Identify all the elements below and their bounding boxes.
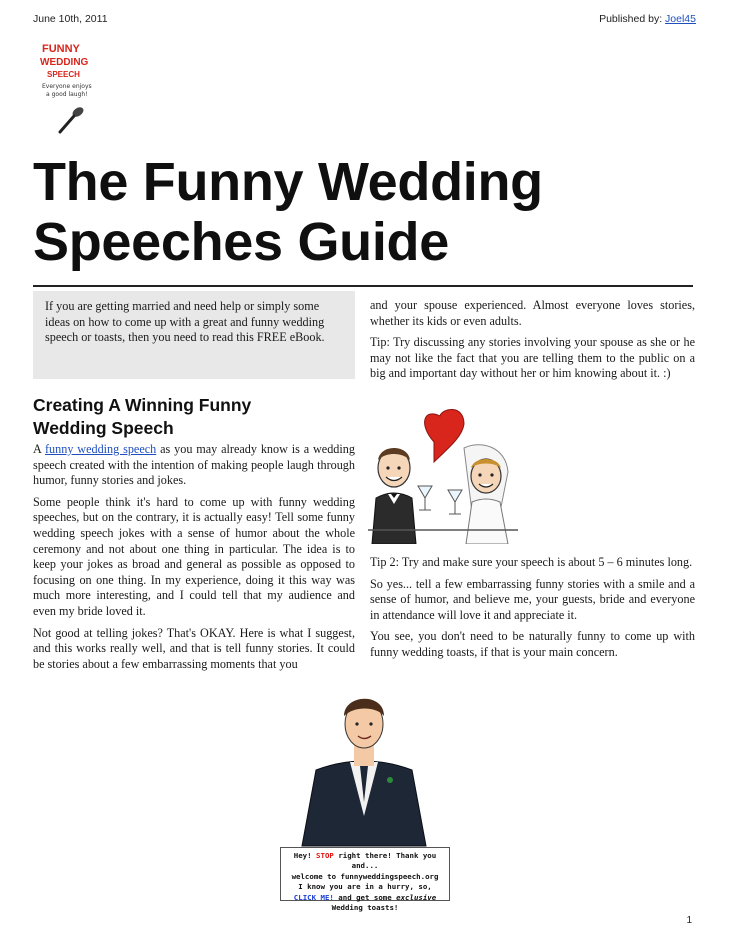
publisher-info [599, 13, 696, 25]
paragraph-rest: as you may already know is a wedding speech created with the intention of making people laugh through humor, funny stories and jokes. [33, 442, 355, 488]
intro-box [33, 291, 355, 379]
paragraph: So yes... tell a few embarrassing funny stories with a smile and a sense of humor, and believe me, your guests, bride and everyone in attendance will love it and appreciate it. [370, 576, 695, 622]
published-by-label: Published by: [599, 13, 663, 25]
paragraph: Not good at telling jokes? That's OKAY. Here is what I suggest, and this works really well, and that is tell funny stories. It could be stories about a few embarrassing moments that you [33, 625, 355, 671]
section-heading-line1: Creating A Winning Funny [33, 395, 252, 415]
paragraph [33, 442, 355, 489]
bubble-line3: I know you are in a hurry, so, [298, 882, 432, 892]
glass-icon [448, 490, 462, 514]
logo-line1: FUNNY [42, 43, 80, 55]
intro-text: If you are getting married and need help or simply some ideas on how to come up with a great and funny wedding speech or toasts, then you need to read this FREE eBook. [45, 299, 325, 344]
page-number: 1 [686, 915, 692, 926]
heart-icon [425, 409, 464, 462]
logo-line2: WEDDING [40, 57, 89, 68]
right-column-top [370, 298, 695, 388]
click-me-link[interactable]: CLICK ME! [293, 892, 334, 902]
section-heading [33, 394, 355, 440]
bubble-line2: welcome to funnyweddingspeech.org [291, 871, 439, 881]
bubble-line5: Wedding toasts! [331, 903, 399, 913]
section-heading-line2: Wedding Speech [33, 418, 174, 438]
bubble-line4-mid: and get some [338, 892, 392, 902]
paragraph: Tip 2: Try and make sure your speech is about 5 – 6 minutes long. [370, 555, 693, 569]
bubble-hey: Hey! [293, 851, 312, 860]
bride-figure [464, 445, 508, 544]
publish-date: June 10th, 2011 [33, 13, 108, 25]
bubble-line4 [281, 893, 449, 903]
page-title [33, 152, 693, 272]
bubble-stop: STOP [316, 851, 334, 860]
paragraph: and your spouse experienced. Almost everyone loves stories, whether its kids or even adults. [370, 298, 695, 328]
paragraph: Tip: Try discussing any stories involving your spouse as she or he may not like the fact that you are telling them to the public on a big and important day without her or him knowing about it. :) [370, 335, 695, 381]
title-divider [33, 285, 693, 287]
paragraph-prefix: A [33, 442, 45, 456]
man-figure [302, 699, 426, 846]
bubble-exclusive: exclusive [396, 892, 437, 902]
microphone-icon [60, 105, 85, 132]
logo-tagline2: a good laugh! [46, 91, 88, 98]
funny-wedding-speech-link[interactable]: funny wedding speech [44, 442, 157, 456]
bubble-line1-rest: right there! Thank you and... [338, 851, 437, 871]
logo-line3: SPEECH [47, 70, 80, 79]
paragraph: You see, you don't need to be naturally funny to come up with funny wedding toasts, if that is your main concern. [370, 629, 695, 659]
logo-tagline1: Everyone enjoys [42, 83, 92, 90]
bubble-line1 [281, 851, 449, 872]
funny-wedding-speech-logo [38, 38, 104, 138]
glass-icon [418, 486, 432, 510]
author-link[interactable]: Joel45 [665, 13, 696, 25]
promo-speech-bubble[interactable] [280, 847, 450, 913]
title-line1: The Funny Wedding [33, 152, 543, 212]
right-column-bottom [370, 555, 695, 667]
left-column [33, 442, 355, 678]
wedding-couple-illustration [368, 402, 518, 544]
paragraph: Some people think it's hard to come up with funny wedding speeches, but on the contrary, it is actually easy! Tell some funny wedding speech jokes with a sense of humor about the whole ceremony and not about one thing in particular. The idea is to keep your jokes as broad and general as possible as opposed to focusing on one thing. In my experience, doing it this way was much more interesting, and I could tell that my audience and even my bride loved it. [33, 494, 355, 618]
title-line2: Speeches Guide [33, 212, 449, 272]
